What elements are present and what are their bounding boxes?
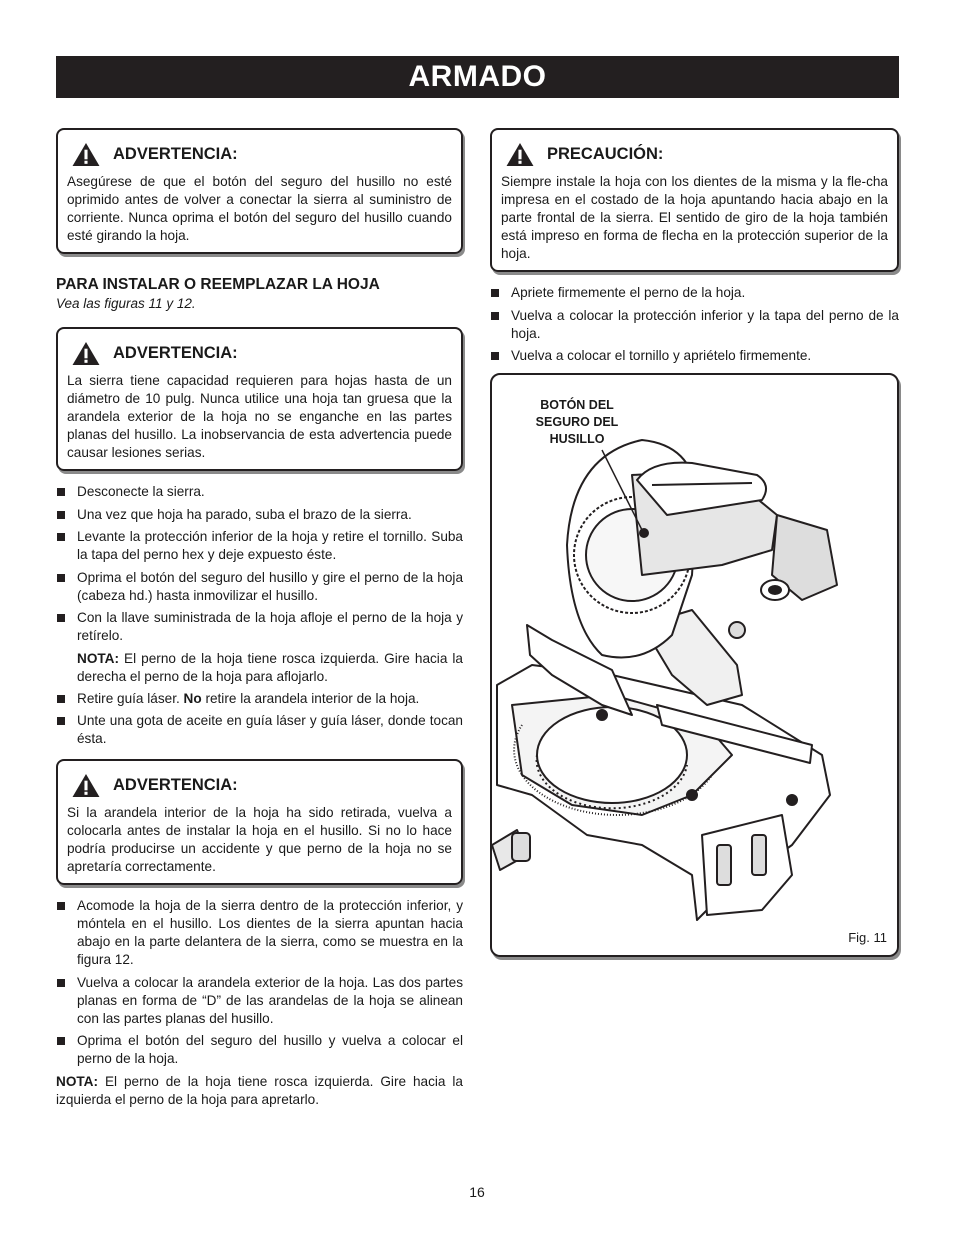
- page-number: 16: [469, 1184, 485, 1200]
- right-column: [490, 128, 899, 370]
- figure-11-box: [490, 373, 899, 957]
- list-item: Desconecte la sierra.: [56, 483, 463, 501]
- warning-triangle-icon: [71, 773, 101, 798]
- miter-saw-illustration: [492, 375, 896, 955]
- figure-caption: Fig. 11: [848, 930, 887, 945]
- step-list: [56, 690, 463, 749]
- list-item: Oprima el botón del seguro del husillo y vuelva a colocar el perno de la hoja.: [56, 1032, 463, 1068]
- list-item: Levante la protección inferior de la hoja y retire el tornillo. Suba la tapa del perno hex y deje expuesto éste.: [56, 528, 463, 564]
- list-item: Vuelva a colocar el tornillo y apriételo firmemente.: [490, 347, 899, 365]
- left-column: [56, 128, 463, 1109]
- note-label: NOTA:: [56, 1073, 99, 1089]
- step-list: [56, 897, 463, 1068]
- warning-title: ADVERTENCIA:: [113, 344, 238, 362]
- warning-triangle-icon: [505, 142, 535, 167]
- warning-text: Si la arandela interior de la hoja ha sido retirada, vuelva a colocarla antes de instalar la hoja en el husillo. Si no lo hace podría producirse un accidente y que perno de la hoja no se apretaría correctamente.: [67, 805, 452, 874]
- note-paragraph: [56, 650, 463, 686]
- section-banner: ARMADO: [56, 56, 899, 98]
- list-item: Una vez que hoja ha parado, suba el brazo de la sierra.: [56, 506, 463, 524]
- warning-title: ADVERTENCIA:: [113, 776, 238, 794]
- warning-text: Asegúrese de que el botón del seguro del husillo no esté oprimido antes de volver a conectar la sierra al suministro de corriente. Nunca oprima el botón del seguro del husillo cuando esté girando la hoja.: [67, 174, 452, 243]
- step-list: [56, 483, 463, 645]
- warning-title: ADVERTENCIA:: [113, 145, 238, 163]
- list-item: Oprima el botón del seguro del husillo y gire el perno de la hoja (cabeza hd.) hasta inmovilizar el husillo.: [56, 569, 463, 605]
- warning-box-spindle-lock: [56, 128, 463, 254]
- note-text: El perno de la hoja tiene rosca izquierda. Gire hacia la izquierda el perno de la hoja para apretarlo.: [56, 1073, 463, 1107]
- note-text: El perno de la hoja tiene rosca izquierda. Gire hacia la derecha el perno de la hoja para aflojarlo.: [77, 650, 463, 684]
- warning-triangle-icon: [71, 142, 101, 167]
- caution-title: PRECAUCIÓN:: [547, 145, 664, 163]
- list-item: Apriete firmemente el perno de la hoja.: [490, 284, 899, 302]
- list-item: Vuelva a colocar la arandela exterior de la hoja. Las dos partes planas en forma de “D” de las arandelas de la hoja se alinean con las partes planas del husillo.: [56, 974, 463, 1028]
- warning-text: La sierra tiene capacidad requieren para hojas hasta de un diámetro de 10 pulg. Nunca utilice una hoja tan gruesa que la arandela exterior de la hoja no se enganche en las partes planas del husillo. La inobservancia de esta advertencia puede causar lesiones serias.: [67, 373, 452, 460]
- section-subtitle: Vea las figuras 11 y 12.: [56, 296, 196, 311]
- step-list: [490, 284, 899, 365]
- caution-box: [490, 128, 899, 272]
- note-label: NOTA:: [77, 650, 120, 666]
- list-item: Unte una gota de aceite en guía láser y guía láser, donde tocan ésta.: [56, 712, 463, 748]
- list-item: Vuelva a colocar la protección inferior y la tapa del perno de la hoja.: [490, 307, 899, 343]
- list-item: Con la llave suministrada de la hoja afloje el perno de la hoja y retírelo.: [56, 609, 463, 645]
- caution-text: Siempre instale la hoja con los dientes de la misma y la fle-cha impresa en el costado de la hoja apuntando hacia abajo en la parte frontal de la sierra. El sentido de giro de la hoja también está impreso en forma de flecha en la protección superior de la hoja.: [501, 174, 888, 261]
- warning-triangle-icon: [71, 341, 101, 366]
- list-item: Retire guía láser. No retire la arandela interior de la hoja.: [56, 690, 463, 708]
- note-paragraph: [56, 1073, 463, 1109]
- list-item: Acomode la hoja de la sierra dentro de la protección inferior, y móntela en el husillo. Los dientes de la sierra apuntan hacia abajo en la parte delantera de la sierra, como se muestra en la figura 12.: [56, 897, 463, 969]
- section-title: PARA INSTALAR O REEMPLAZAR LA HOJA: [56, 276, 380, 293]
- warning-box-blade-size: [56, 327, 463, 471]
- warning-box-inner-washer: [56, 759, 463, 885]
- spindle-lock-callout: BOTÓN DEL SEGURO DEL HUSILLO: [535, 398, 619, 446]
